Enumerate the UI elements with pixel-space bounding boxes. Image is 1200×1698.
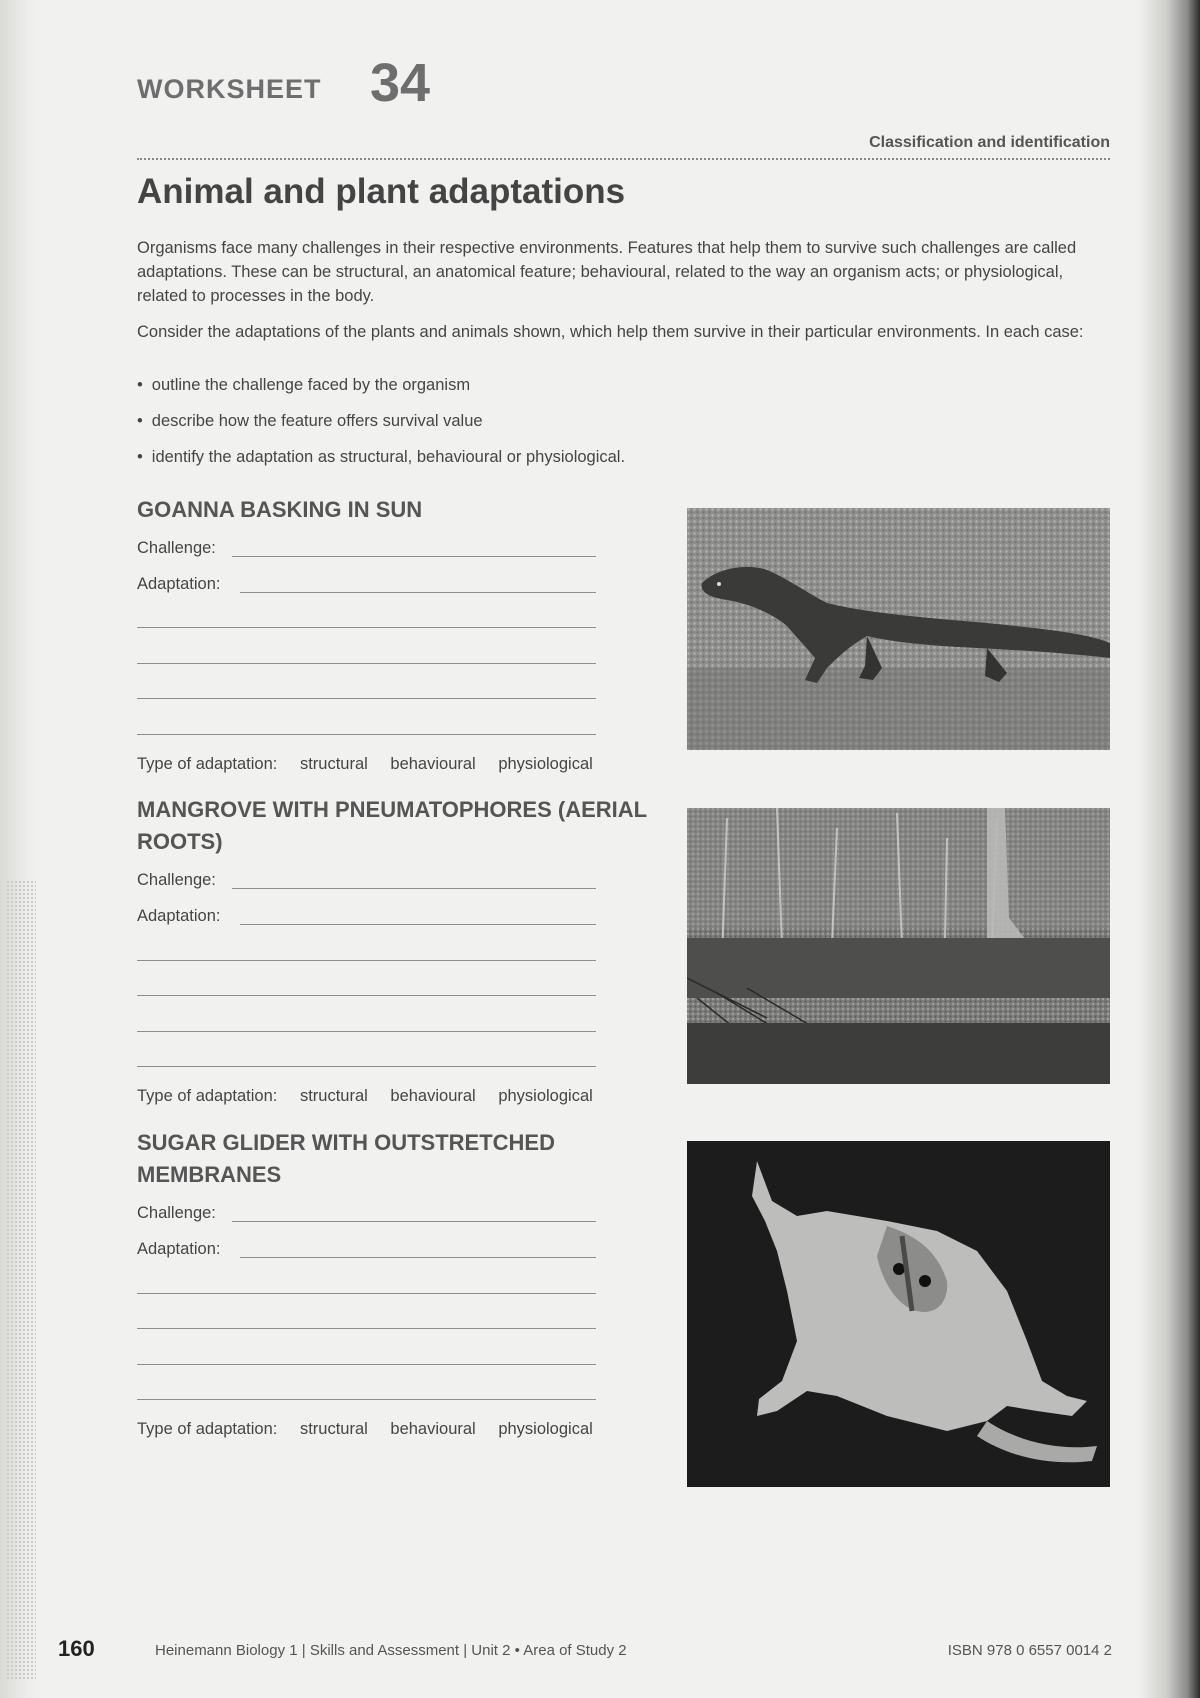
category-label: Classification and identification — [869, 134, 1110, 151]
type-of-adaptation-row — [137, 1420, 611, 1439]
option-behavioural[interactable]: behavioural — [390, 1087, 476, 1105]
answer-line[interactable] — [137, 1399, 596, 1400]
answer-line[interactable] — [232, 888, 596, 889]
list-item: • outline the challenge faced by the organism — [137, 376, 625, 412]
list-item: • describe how the feature offers survival value — [137, 412, 625, 448]
mangrove-photo — [687, 808, 1110, 1084]
page-number: 160 — [58, 1636, 95, 1661]
adaptation-label: Adaptation: — [137, 1240, 221, 1258]
answer-line[interactable] — [137, 1066, 596, 1067]
answer-line[interactable] — [137, 734, 596, 735]
answer-line[interactable] — [137, 960, 596, 961]
goanna-photo — [687, 508, 1110, 750]
answer-line[interactable] — [137, 698, 596, 699]
answer-line[interactable] — [137, 1364, 596, 1365]
option-behavioural[interactable]: behavioural — [390, 755, 476, 773]
option-physiological[interactable]: physiological — [498, 755, 593, 773]
answer-line[interactable] — [137, 1031, 596, 1032]
intro-paragraph-1: Organisms face many challenges in their respective environments. Features that help them to survive such challenges are called adaptations. These can be structural, an anatomical feature; behavioural, related to the way an organism acts; or physiological, related to processes in the body. — [137, 239, 1077, 305]
page-title: Animal and plant adaptations — [137, 172, 626, 211]
goanna-heading: GOANNA BASKING IN SUN — [137, 497, 423, 522]
type-of-adaptation-row — [137, 1087, 611, 1106]
answer-line[interactable] — [240, 592, 596, 593]
type-label: Type of adaptation: — [137, 755, 278, 773]
answer-line[interactable] — [240, 1257, 596, 1258]
challenge-label: Challenge: — [137, 539, 216, 557]
sugar-glider-heading: SUGAR GLIDER WITH OUTSTRETCHED MEMBRANES — [137, 1130, 555, 1187]
book-gutter-shadow — [0, 0, 40, 1698]
answer-line[interactable] — [137, 627, 596, 628]
challenge-label: Challenge: — [137, 871, 216, 889]
isbn: ISBN 978 0 6557 0014 2 — [947, 1642, 1112, 1659]
option-structural[interactable]: structural — [299, 1420, 368, 1438]
type-label: Type of adaptation: — [137, 1420, 278, 1438]
answer-line[interactable] — [240, 924, 596, 925]
answer-line[interactable] — [232, 556, 596, 557]
option-physiological[interactable]: physiological — [498, 1087, 593, 1105]
page-edge-shadow — [1138, 0, 1200, 1698]
sugar-glider-photo — [687, 1141, 1110, 1487]
answer-line[interactable] — [137, 1328, 596, 1329]
adaptation-label: Adaptation: — [137, 575, 221, 593]
answer-line[interactable] — [137, 663, 596, 664]
intro-paragraph-2: Consider the adaptations of the plants and animals shown, which help them survive in their particular environments. In each case: — [137, 323, 1084, 341]
instruction-list — [137, 376, 625, 484]
challenge-label: Challenge: — [137, 1204, 216, 1222]
header-divider — [137, 158, 1110, 160]
answer-line[interactable] — [137, 1293, 596, 1294]
option-structural[interactable]: structural — [299, 755, 368, 773]
type-label: Type of adaptation: — [137, 1087, 278, 1105]
option-behavioural[interactable]: behavioural — [390, 1420, 476, 1438]
option-structural[interactable]: structural — [299, 1087, 368, 1105]
answer-line[interactable] — [137, 995, 596, 996]
list-item: • identify the adaptation as structural, behavioural or physiological. — [137, 448, 625, 484]
worksheet-number: 34 — [370, 53, 431, 113]
mangrove-heading: MANGROVE WITH PNEUMATOPHORES (AERIAL ROOTS) — [137, 797, 647, 854]
type-of-adaptation-row — [137, 755, 611, 774]
answer-line[interactable] — [232, 1221, 596, 1222]
worksheet-label: WORKSHEET — [137, 74, 322, 104]
book-reference: Heinemann Biology 1 | Skills and Assessment | Unit 2 • Area of Study 2 — [155, 1642, 627, 1659]
option-physiological[interactable]: physiological — [498, 1420, 593, 1438]
adaptation-label: Adaptation: — [137, 907, 221, 925]
